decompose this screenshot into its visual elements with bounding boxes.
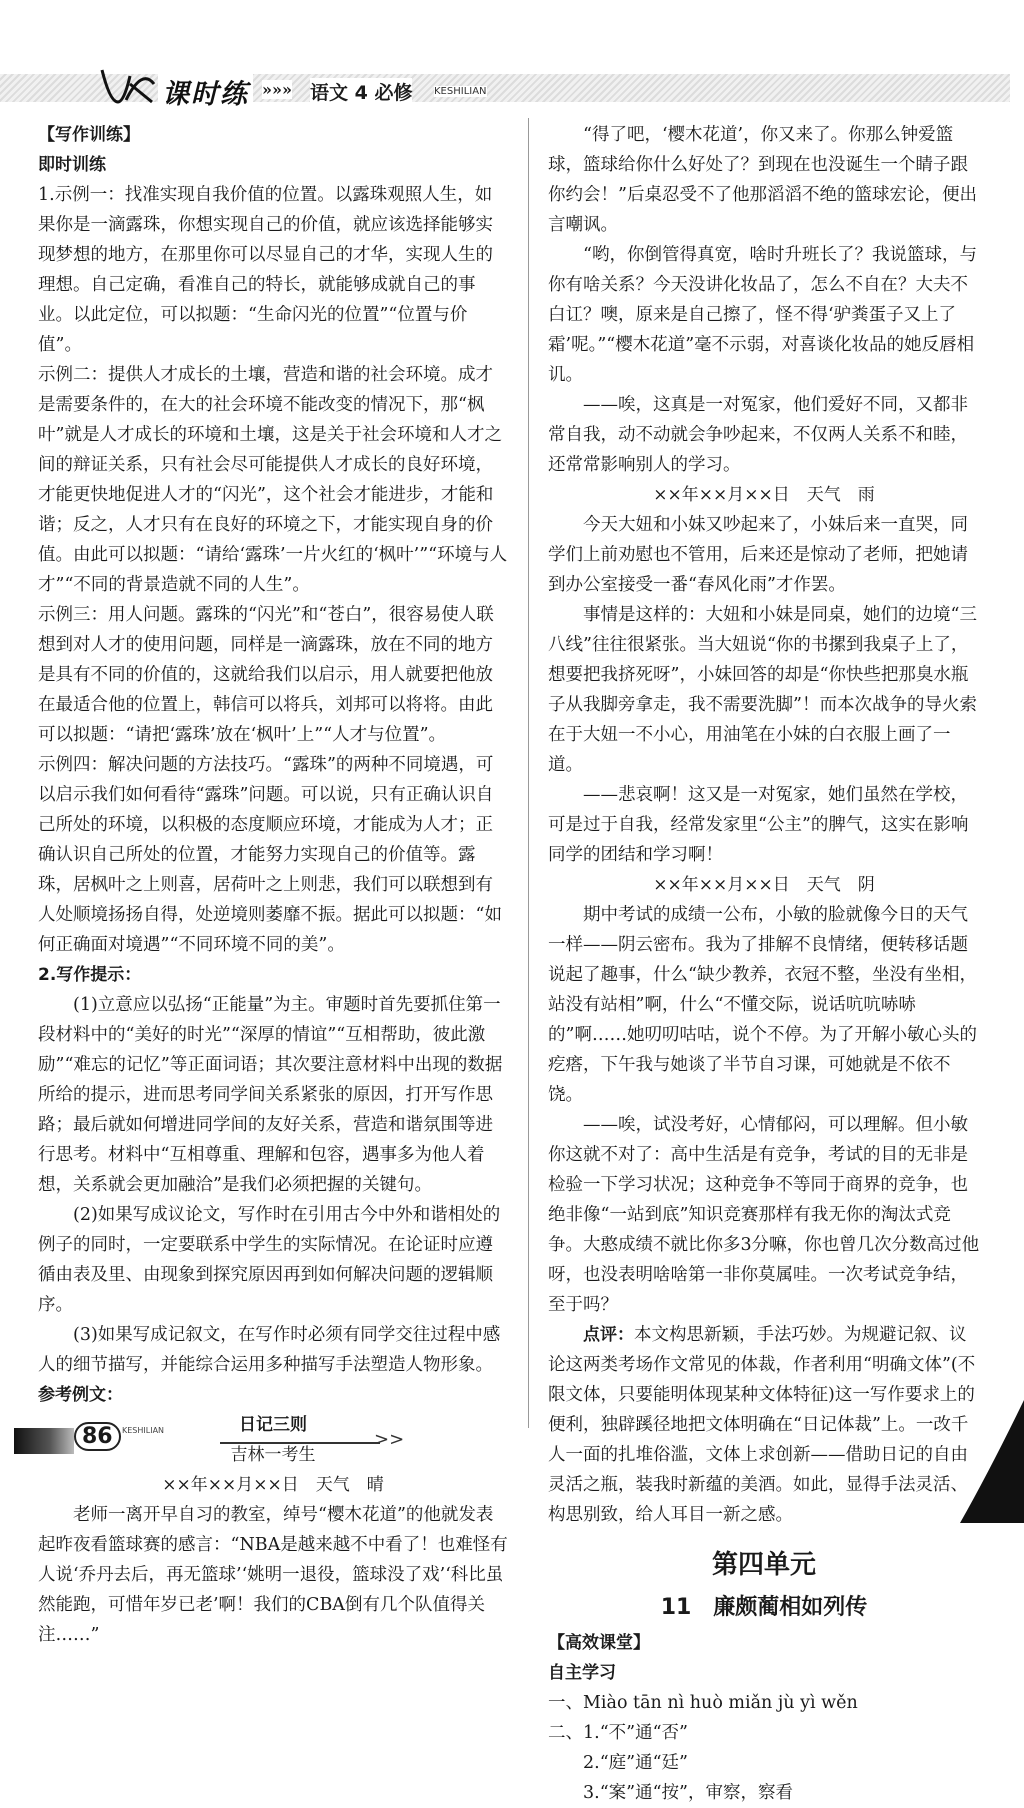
essay-title: 日记三则: [239, 1415, 307, 1435]
section-title: 【写作训练】: [38, 125, 140, 145]
diary-paragraph: ——悲哀啊！这又是一对冤家，她们虽然在学校，可是过于自我，经常发家里“公主”的脾气，这实在影响同学的团结和学习啊！: [548, 785, 969, 865]
unit-title: 第四单元: [711, 1550, 816, 1580]
tip-two: (2)如果写成议论文，写作时在引用古今中外和谐相处的例子的同时，一定要联系中学生的实际情况。在论证时应遵循由表及里、由现象到探究原因再到如何解决问题的逻辑顺序。: [38, 1205, 501, 1315]
column-divider: [528, 118, 529, 1428]
page-header: [0, 60, 1024, 110]
diary-paragraph: ——唉，试没考好，心情郁闷，可以理解。但小敏你这就不对了：高中生活是有竞争，考试的目的无非是检验一下学习状况；这种竞争不等同于商界的竞争，也绝非像“一站到底”知识竞赛那样有我无你的淘汰式竞争。大憨成绩不就比你多3分嘛，你也曾几次分数高过他呀，也没表明啥啥第一非你莫属哇。一次考试竞争结，至于吗？: [548, 1115, 980, 1315]
lesson-title: 11 廉颇蔺相如列传: [660, 1595, 868, 1620]
tip-three: (3)如果写成记叙文，在写作时必须有同学交往过程中感人的细节描写，并能综合运用多种描写手法塑造人物形象。: [38, 1325, 501, 1375]
footer-brand: KESHILIAN: [122, 1426, 165, 1435]
diary-date-two: ××年××月××日 天气 雨: [653, 485, 875, 505]
study-label: 自主学习: [548, 1663, 616, 1683]
sub-title: 即时训练: [38, 155, 106, 175]
comment-paragraph: [548, 1320, 980, 1530]
footer-block: [14, 1428, 74, 1454]
example-one: 1.示例一：找准实现自我价值的位置。以露珠观照人生，如果你是一滴露珠，你想实现自己的价值，就应该选择能够实现梦想的地方，在那里你可以尽显自己的才华，实现人生的理想。自己定确，看准自己的特长，就能够成就自己的事业。以此定位，可以拟题：“生命闪光的位置”“位置与价值”。: [38, 185, 493, 355]
header-arrows: »»»: [262, 80, 292, 99]
answer-item: 2.“庭”通“廷”: [583, 1753, 688, 1773]
diary-paragraph: “哟，你倒管得真宽，啥时升班长了？我说篮球，与你有啥关系？今天没讲化妆品了，怎么不自在？大夫不白讧？噢，原来是自己擦了，怪不得‘驴粪蛋子又上了霜’呢。”“樱木花道”毫不示弱，对喜谈化妆品的她反唇相讥。: [548, 245, 977, 385]
page-footer: [14, 1420, 514, 1460]
brand-logo-icon: [96, 62, 156, 108]
header-pinyin: KESHILIAN: [434, 86, 487, 97]
example-four: 示例四：解决问题的方法技巧。“露珠”的两种不同境遇，可以启示我们如何看待“露珠”问题。可以说，只有正确认识自己所处的环境，以积极的态度顺应环境，才能成为人才；正确认识自己所处的位置，才能努力实现自己的价值等。露珠，居枫叶之上则喜，居荷叶之上则悲，我们可以联想到有人处顺境扬扬自得，处逆境则萎靡不振。据此可以拟题：“如何正确面对境遇”“不同环境不同的美”。: [38, 755, 502, 955]
diary-date-one: ××年××月××日 天气 晴: [162, 1475, 384, 1495]
diary-date-three: ××年××月××日 天气 阴: [653, 875, 875, 895]
footer-arrow-line: [220, 1442, 380, 1444]
diary-paragraph: “得了吧，‘樱木花道’，你又来了。你那么钟爱篮球，篮球给你什么好处了？到现在也没诞生一个睛子跟你约会！”后桌忍受不了他那滔滔不绝的篮球宏论，便出言嘲讽。: [548, 125, 977, 235]
diary-paragraph: 期中考试的成绩一公布，小敏的脸就像今日的天气一样——阴云密布。我为了排解不良情绪，便转移话题说起了趣事，什么“缺少教养，衣冠不整，坐没有坐相，站没有站相”啊，什么“不懂交际，说话吭吭哧哧的”啊……她叨叨咕咕，说个不停。为了开解小敏心头的疙瘩，下午我与她谈了半节自习课，可她就是不依不饶。: [548, 905, 977, 1105]
answer-item: 一、Miào tān nì huò miǎn jù yì wěn: [548, 1693, 858, 1713]
example-three: 示例三：用人问题。露珠的“闪光”和“苍白”，很容易使人联想到对人才的使用问题，同样是一滴露珠，放在不同的地方是具有不同的价值的，这就给我们以启示，用人就要把他放在最适合他的位置上，韩信可以将兵，刘邦可以将将。由此可以拟题：“请把‘露珠’放在‘枫叶’上”“人才与位置”。: [38, 605, 494, 745]
answer-item: 3.“案”通“按”，审察，察看: [583, 1783, 793, 1803]
reference-title: 参考例文：: [38, 1385, 123, 1405]
footer-arrow-icon: >>: [374, 1429, 405, 1450]
diary-paragraph: 老师一离开早自习的教室，绰号“樱木花道”的他就发表起昨夜看篮球赛的感言：“NBA是越来越不中看了！也难怪有人说‘乔丹去后，再无篮球’‘姚明一退役，篮球没了戏’‘科比虽然能跑，可惜年岁已老’啊！我们的CBA倒有几个队值得关注……”: [38, 1505, 508, 1645]
answer-item: 二、1.“不”通“否”: [548, 1723, 688, 1743]
tip-one: (1)立意应以弘扬“正能量”为主。审题时首先要抓住第一段材料中的“美好的时光”“深厚的情谊”“互相帮助，彼此激励”“难忘的记忆”等正面词语；其次要注意材料中出现的数据所给的提示，进而思考同学间关系紧张的原因，打开写作思路；最后就如何增进同学间的友好关系，营造和谐氛围等进行思考。材料中“互相尊重、理解和包容，遇事多为他人着想，关系就会更加融洽”是我们必须把握的关键句。: [38, 995, 503, 1195]
page-corner-shadow: [960, 1400, 1024, 1523]
header-subject: 语文 4 必修: [310, 78, 412, 105]
page-number: 86: [74, 1422, 121, 1451]
writing-tips-title: 2.写作提示：: [38, 965, 142, 985]
diary-paragraph: ——唉，这真是一对冤家，他们爱好不同，又都非常自我，动不动就会争吵起来，不仅两人关系不和睦，还常常影响别人的学习。: [548, 395, 968, 475]
diary-paragraph: 事情是这样的：大妞和小妹是同桌，她们的边境“三八线”往往很紧张。当大妞说“你的书摞到我桌子上了，想要把我挤死呀”，小妹回答的却是“你快些把那臭水瓶子从我脚旁拿走，我不需要洗脚”！而本次战争的导火索在于大妞一不小心，用油笔在小妹的白衣服上画了一道。: [548, 605, 977, 775]
diary-paragraph: 今天大妞和小妹又吵起来了，小妹后来一直哭，同学们上前劝慰也不管用，后来还是惊动了老师，把她请到办公室接受一番“春风化雨”才作罢。: [548, 515, 968, 595]
example-two: 示例二：提供人才成长的土壤，营造和谐的社会环境。成才是需要条件的，在大的社会环境不能改变的情况下，那“枫叶”就是人才成长的环境和土壤，这是关于社会环境和人才之间的辩证关系，只有社会尽可能提供人才成长的良好环境，才能更快地促进人才的“闪光”，这个社会才能进步，才能和谐；反之，人才只有在良好的环境之下，才能实现自身的价值。由此可以拟题：“请给‘露珠’一片火红的‘枫叶’”“环境与人才”“不同的背景造就不同的人生”。: [38, 365, 508, 595]
comment-text: 本文构思新颖，手法巧妙。为规避记叙、议论这两类考场作文常见的体裁，作者利用“明确文体”(不限文体，只要能明体现某种文体特征)这一写作要求上的便利，独辟蹊径地把文体明确在“日记体裁”上。一改千人一面的扎堆俗滥，文体上求创新——借助日记的自由灵活之瓶，装我时新蕴的美酒。如此，显得手法灵活、构思别致，给人耳目一新之感。: [548, 1325, 976, 1525]
comment-label: 点评：: [583, 1325, 634, 1345]
right-column: [548, 120, 980, 1808]
essay-author: 吉林一考生: [230, 1445, 316, 1465]
class-label: 【高效课堂】: [548, 1633, 650, 1653]
header-brand: 课时练: [158, 72, 253, 111]
